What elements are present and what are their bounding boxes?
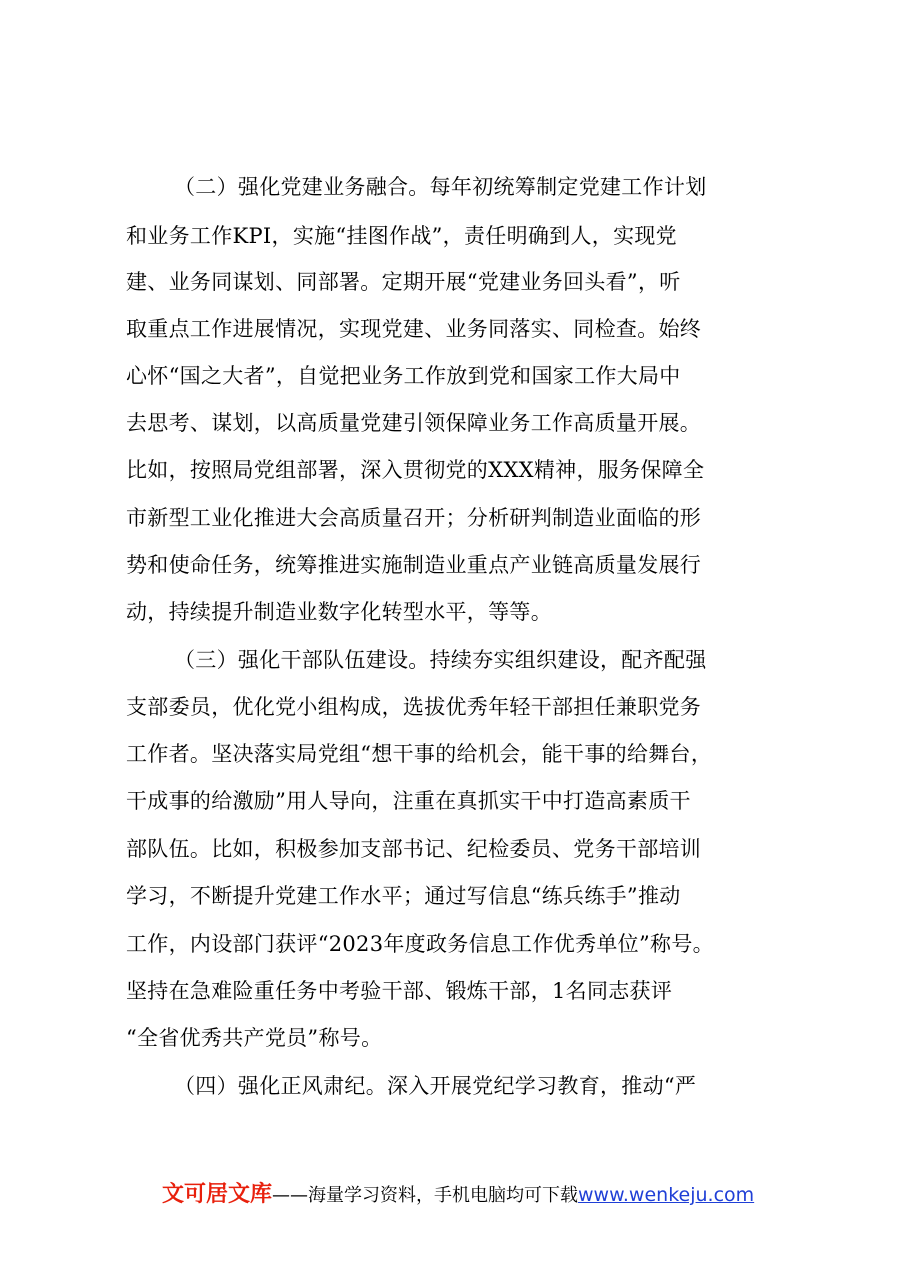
footer-tagline: ——海量学习资料，手机电脑均可下载 [272, 1185, 579, 1206]
paragraph-line: （四）强化正风肃纪。深入开展党纪学习教育，推动“严 [174, 1074, 697, 1098]
paragraph-line: 工作，内设部门获评“2023年度政务信息工作优秀单位”称号。 [126, 932, 714, 956]
paragraph-line: 干成事的给激励”用人导向，注重在真抓实干中打造高素质干 [126, 789, 691, 813]
paragraph-line: 势和使命任务，统筹推进实施制造业重点产业链高质量发展行 [126, 553, 702, 577]
paragraph-line: （三）强化干部队伍建设。持续夯实组织建设，配齐配强 [174, 648, 707, 672]
paragraph-line: 取重点工作进展情况，实现党建、业务同落实、同检查。始终 [126, 317, 702, 341]
paragraph-line: 市新型工业化推进大会高质量召开；分析研判制造业面临的形 [126, 506, 702, 530]
paragraph-line: 学习，不断提升党建工作水平；通过写信息“练兵练手”推动 [126, 884, 681, 908]
paragraph-line: 心怀“国之大者”，自觉把业务工作放到党和国家工作大局中 [126, 364, 681, 388]
paragraph-line: “全省优秀共产党员”称号。 [126, 1026, 383, 1050]
paragraph-line: 去思考、谋划，以高质量党建引领保障业务工作高质量开展。 [126, 411, 702, 435]
paragraph-line: 工作者。坚决落实局党组“想干事的给机会，能干事的给舞台， [126, 742, 713, 766]
paragraph-line: 支部委员，优化党小组构成，选拔优秀年轻干部担任兼职党务 [126, 695, 702, 719]
paragraph-line: 部队伍。比如，积极参加支部书记、纪检委员、党务干部培训 [126, 837, 702, 861]
paragraph-line: 坚持在急难险重任务中考验干部、锻炼干部，1名同志获评 [126, 979, 673, 1003]
paragraph-line: 建、业务同谋划、同部署。定期开展“党建业务回头看”，听 [126, 270, 681, 294]
paragraph-line: （二）强化党建业务融合。每年初统筹制定党建工作计划 [174, 175, 707, 199]
paragraph-line: 比如，按照局党组部署，深入贯彻党的XXX精神，服务保障全 [126, 458, 705, 482]
footer-link[interactable]: www.wenkeju.com [578, 1184, 755, 1206]
paragraph-line: 动，持续提升制造业数字化转型水平，等等。 [126, 600, 552, 624]
footer-brand: 文可居文库 [162, 1182, 273, 1207]
footer-banner [162, 1178, 754, 1212]
paragraph-line: 和业务工作KPI，实施“挂图作战”，责任明确到人，实现党 [126, 224, 677, 248]
